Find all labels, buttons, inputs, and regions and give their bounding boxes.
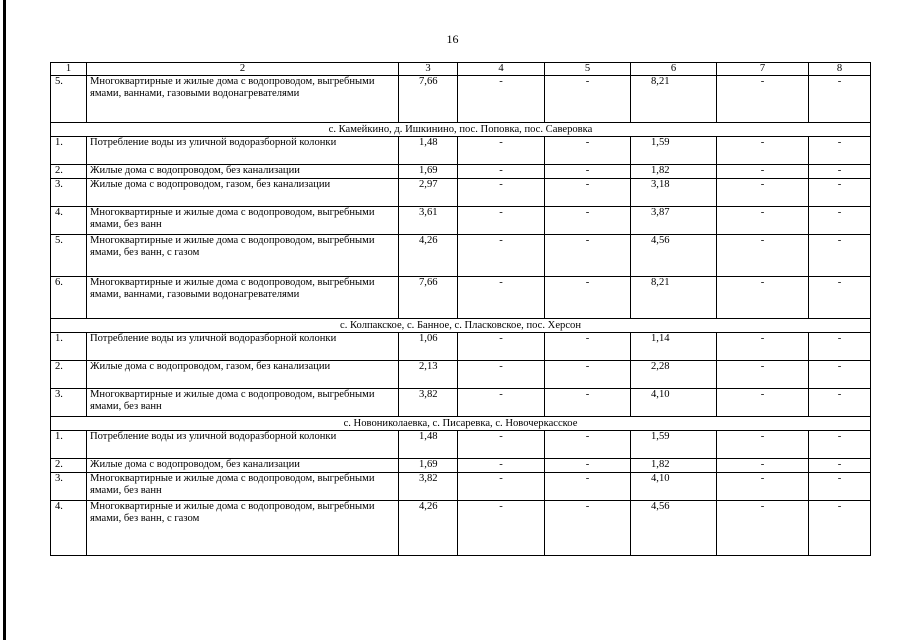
value-col7: - [717,76,809,123]
column-header: 3 [399,63,458,76]
row-description: Многоквартирные и жилые дома с водопроводом, выгребными ямами, без ванн, с газом [87,235,399,277]
value-col8: - [809,431,871,459]
value-col4: - [458,389,545,417]
value-col8: - [809,333,871,361]
column-header: 1 [51,63,87,76]
value-col8: - [809,235,871,277]
section-row [51,123,871,137]
value-col4: - [458,333,545,361]
row-number: 1. [51,431,87,459]
table-row [51,361,871,389]
value-col6: 8,21 [631,76,717,123]
value-col6: 1,59 [631,431,717,459]
value-col3: 1,48 [399,431,458,459]
value-col3: 3,82 [399,473,458,501]
value-col8: - [809,501,871,556]
row-number: 6. [51,277,87,319]
value-col6: 1,59 [631,137,717,165]
section-row [51,319,871,333]
value-col8: - [809,389,871,417]
value-col4: - [458,459,545,473]
value-col6: 3,87 [631,207,717,235]
column-header: 7 [717,63,809,76]
value-col7: - [717,473,809,501]
table-row [51,473,871,501]
value-col7: - [717,389,809,417]
table-row [51,235,871,277]
row-number: 3. [51,389,87,417]
value-col7: - [717,179,809,207]
value-col7: - [717,207,809,235]
value-col5: - [545,333,631,361]
row-description: Многоквартирные и жилые дома с водопроводом, выгребными ямами, без ванн [87,207,399,235]
value-col8: - [809,459,871,473]
value-col7: - [717,501,809,556]
value-col5: - [545,473,631,501]
column-header: 4 [458,63,545,76]
value-col4: - [458,165,545,179]
value-col5: - [545,277,631,319]
table-row [51,431,871,459]
value-col4: - [458,277,545,319]
value-col4: - [458,473,545,501]
value-col8: - [809,165,871,179]
value-col5: - [545,389,631,417]
section-title: с. Колпакское, с. Банное, с. Пласковское, пос. Херсон [51,319,871,333]
value-col3: 1,69 [399,459,458,473]
value-col6: 4,56 [631,501,717,556]
row-description: Жилые дома с водопроводом, газом, без канализации [87,179,399,207]
section-row [51,417,871,431]
value-col8: - [809,179,871,207]
value-col8: - [809,361,871,389]
table-row [51,165,871,179]
row-number: 2. [51,165,87,179]
value-col5: - [545,361,631,389]
row-number: 5. [51,235,87,277]
value-col3: 1,48 [399,137,458,165]
section-title: с. Новониколаевка, с. Писаревка, с. Новочеркасское [51,417,871,431]
value-col7: - [717,333,809,361]
value-col8: - [809,207,871,235]
row-description: Многоквартирные и жилые дома с водопроводом, выгребными ямами, без ванн [87,389,399,417]
row-description: Жилые дома с водопроводом, газом, без канализации [87,361,399,389]
value-col3: 3,82 [399,389,458,417]
value-col5: - [545,76,631,123]
value-col8: - [809,137,871,165]
row-number: 1. [51,137,87,165]
row-number: 2. [51,459,87,473]
page-edge-bar [3,0,6,640]
value-col4: - [458,137,545,165]
value-col7: - [717,235,809,277]
value-col3: 4,26 [399,235,458,277]
page-number: 16 [446,32,459,46]
value-col5: - [545,179,631,207]
row-number: 3. [51,179,87,207]
row-description: Жилые дома с водопроводом, без канализации [87,459,399,473]
value-col6: 4,56 [631,235,717,277]
value-col3: 2,97 [399,179,458,207]
table-row [51,277,871,319]
table-row [51,137,871,165]
value-col3: 7,66 [399,277,458,319]
value-col8: - [809,76,871,123]
value-col3: 4,26 [399,501,458,556]
value-col5: - [545,207,631,235]
column-header: 2 [87,63,399,76]
section-title: с. Камейкино, д. Ишкинино, пос. Поповка, пос. Саверовка [51,123,871,137]
value-col7: - [717,361,809,389]
value-col5: - [545,137,631,165]
value-col5: - [545,235,631,277]
column-header: 8 [809,63,871,76]
table-row [51,333,871,361]
value-col8: - [809,473,871,501]
value-col6: 4,10 [631,473,717,501]
value-col3: 1,69 [399,165,458,179]
value-col6: 2,28 [631,361,717,389]
tariff-table [50,62,871,556]
value-col6: 1,82 [631,165,717,179]
row-description: Многоквартирные и жилые дома с водопроводом, выгребными ямами, ваннами, газовыми водонагревателями [87,277,399,319]
table-row [51,389,871,417]
value-col4: - [458,431,545,459]
row-description: Многоквартирные и жилые дома с водопроводом, выгребными ямами, ваннами, газовыми водонагревателями [87,76,399,123]
row-number: 4. [51,207,87,235]
value-col7: - [717,277,809,319]
value-col4: - [458,207,545,235]
table-row [51,207,871,235]
table-row [51,501,871,556]
column-header: 5 [545,63,631,76]
row-description: Многоквартирные и жилые дома с водопроводом, выгребными ямами, без ванн, с газом [87,501,399,556]
value-col3: 1,06 [399,333,458,361]
row-number: 5. [51,76,87,123]
row-number: 4. [51,501,87,556]
value-col7: - [717,431,809,459]
value-col6: 1,82 [631,459,717,473]
row-description: Потребление воды из уличной водоразборной колонки [87,137,399,165]
column-header: 6 [631,63,717,76]
value-col4: - [458,76,545,123]
value-col7: - [717,459,809,473]
value-col3: 3,61 [399,207,458,235]
value-col5: - [545,501,631,556]
value-col5: - [545,431,631,459]
value-col3: 2,13 [399,361,458,389]
row-description: Многоквартирные и жилые дома с водопроводом, выгребными ямами, без ванн [87,473,399,501]
row-description: Потребление воды из уличной водоразборной колонки [87,333,399,361]
row-number: 2. [51,361,87,389]
row-number: 1. [51,333,87,361]
value-col4: - [458,361,545,389]
header-row [51,63,871,76]
value-col4: - [458,235,545,277]
table-row [51,459,871,473]
value-col3: 7,66 [399,76,458,123]
row-number: 3. [51,473,87,501]
row-description: Жилые дома с водопроводом, без канализации [87,165,399,179]
value-col5: - [545,459,631,473]
value-col6: 3,18 [631,179,717,207]
table-row [51,76,871,123]
value-col4: - [458,179,545,207]
table-row [51,179,871,207]
value-col5: - [545,165,631,179]
value-col7: - [717,165,809,179]
value-col7: - [717,137,809,165]
value-col6: 1,14 [631,333,717,361]
value-col4: - [458,501,545,556]
value-col6: 4,10 [631,389,717,417]
row-description: Потребление воды из уличной водоразборной колонки [87,431,399,459]
value-col8: - [809,277,871,319]
value-col6: 8,21 [631,277,717,319]
